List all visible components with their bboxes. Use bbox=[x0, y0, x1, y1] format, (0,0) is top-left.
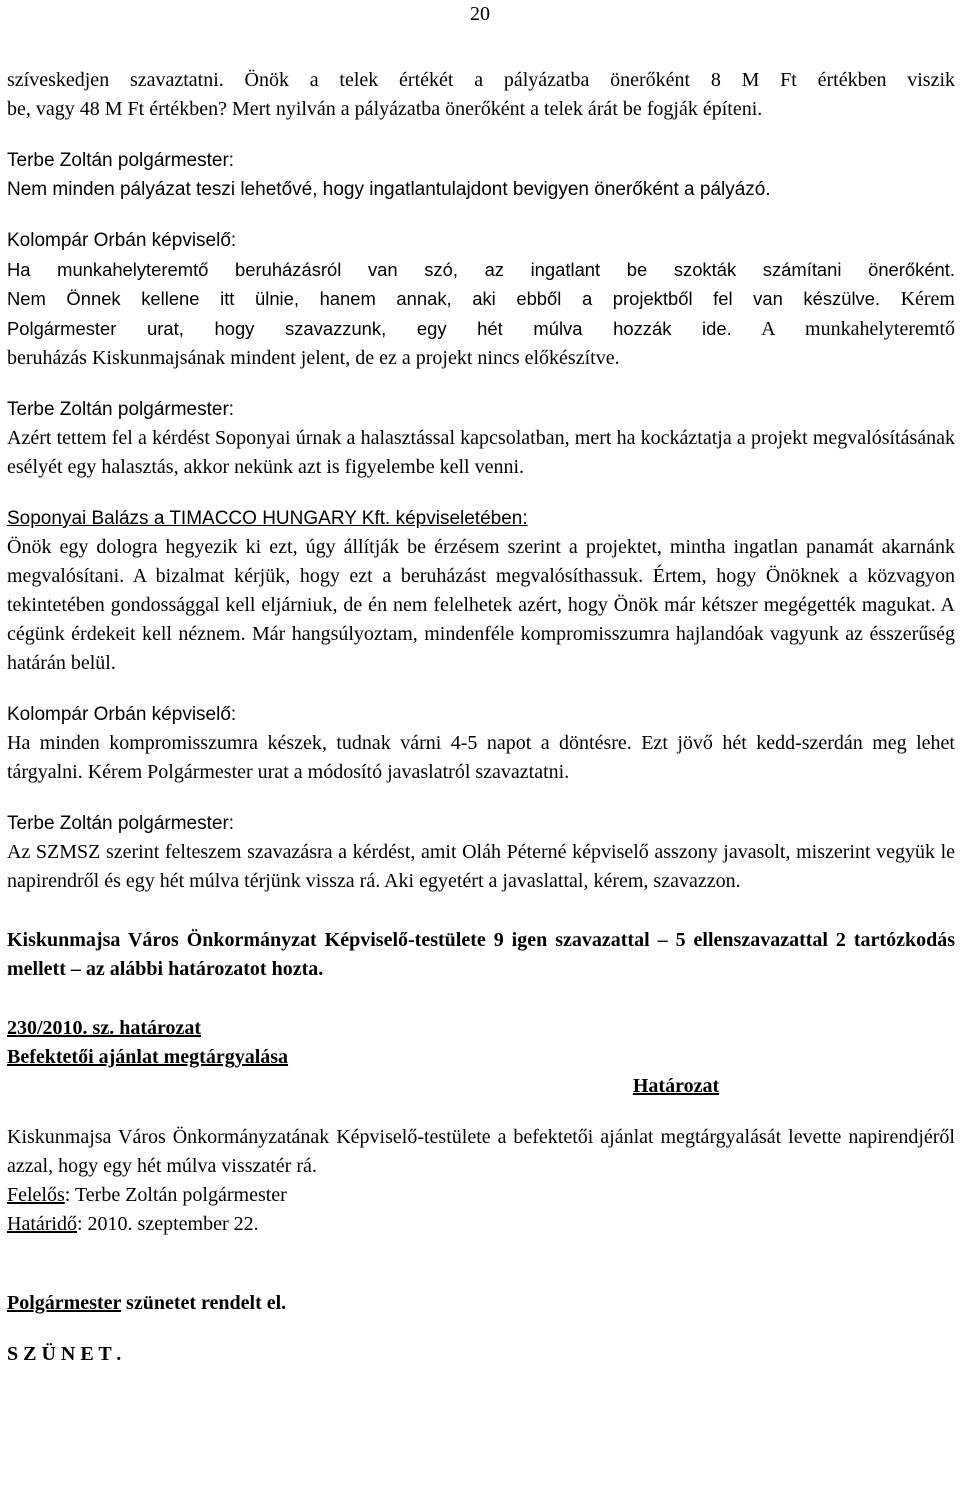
resolution-number: 230/2010. sz. határozat bbox=[7, 1017, 202, 1039]
break-label: S Z Ü N E T . bbox=[7, 1343, 122, 1365]
speech-block-5 bbox=[7, 700, 955, 787]
intro-line-2: be, vagy 48 M Ft értékben? Mert nyilván a pályázatba önerőként a telek árát be fogják építeni. bbox=[7, 98, 763, 120]
speaker-label: Kolompár Orbán képviselő: bbox=[7, 230, 237, 251]
break-text: szünetet rendelt el. bbox=[121, 1292, 287, 1314]
speech-text: Azért tettem fel a kérdést Soponyai úrnak a halasztással kapcsolatban, mert ha kockáztatja a projekt megvalósításának esélyét egy halasztás, akkor nekünk azt is figyelembe kell venni. bbox=[7, 427, 955, 478]
break-announcement bbox=[7, 1289, 955, 1318]
speech-text: Nem Önnek kellene itt ülnie, hanem annak, aki ebből a projektből fel van készülve. bbox=[7, 288, 881, 309]
speaker-label: Terbe Zoltán polgármester: bbox=[7, 399, 235, 420]
speech-block-2 bbox=[7, 226, 955, 373]
speech-text: Az SZMSZ szerint felteszem szavazásra a kérdést, amit Oláh Péterné képviselő asszony javasolt, miszerint vegyük le napirendről és egy hét múlva térjünk vissza rá. Aki egyetért a javaslattal, kérem, szavazzon. bbox=[7, 841, 955, 892]
responsible-line bbox=[7, 1181, 955, 1210]
responsible-value: : Terbe Zoltán polgármester bbox=[64, 1184, 287, 1206]
speech-text: Kérem bbox=[880, 288, 955, 310]
resolution-subject: Befektetői ajánlat megtárgyalása bbox=[7, 1046, 289, 1068]
deadline-line bbox=[7, 1210, 955, 1239]
speech-text: Nem minden pályázat teszi lehetővé, hogy ingatlantulajdont bevigyen önerőként a pályázó. bbox=[7, 179, 771, 200]
speech-text: Önök egy dologra hegyezik ki ezt, úgy állítják be érzésem szerint a projektet, mintha ingatlan panamát akarnánk megvalósítani. A bizalmat kérjük, hogy ezt a beruházást megvalósíthassuk. Értem, hogy Önöknek a közvagyon tekintetében gondossággal kell eljárniuk, de én nem felelhetek azért, hogy Önök már kétszer megégették magukat. A cégünk érdekeit kell néznem. Már hangsúlyoztam, mindenféle kompromisszumra hajlandóak vagyunk az ésszerűség határán belül. bbox=[7, 536, 955, 674]
speech-line: beruházás Kiskunmajsának mindent jelent, de ez a projekt nincs előkészítve. bbox=[7, 347, 620, 369]
deadline-label: Határidő bbox=[7, 1213, 77, 1235]
speech-block-6 bbox=[7, 809, 955, 896]
document-body bbox=[7, 66, 955, 1369]
speech-block-3 bbox=[7, 395, 955, 482]
responsible-label: Felelős bbox=[7, 1184, 65, 1206]
speaker-label: Soponyai Balázs a TIMACCO HUNGARY Kft. képviseletében: bbox=[7, 508, 528, 529]
speech-line bbox=[7, 314, 955, 344]
intro-line-1: szíveskedjen szavaztatni. Önök a telek értékét a pályázatba önerőként 8 M Ft értékben viszik bbox=[7, 69, 955, 91]
speech-block-1 bbox=[7, 146, 955, 204]
break-mayor: Polgármester bbox=[7, 1292, 122, 1314]
speaker-label: Terbe Zoltán polgármester: bbox=[7, 150, 235, 171]
speech-line: Ha munkahelyteremtő beruházásról van szó, az ingatlant be szokták számítani önerőként. bbox=[7, 259, 955, 280]
speech-block-4 bbox=[7, 504, 955, 678]
vote-result: Kiskunmajsa Város Önkormányzat Képviselő-testülete 9 igen szavazattal – 5 ellenszavazattal 2 tartózkodás mellett – az alábbi határozatot hozta. bbox=[7, 929, 955, 980]
resolution-body: Kiskunmajsa Város Önkormányzatának Képviselő-testülete a befektetői ajánlat megtárgyalását levette napirendjéről azzal, hogy egy hét múlva visszatér rá. bbox=[7, 1126, 955, 1177]
speech-text: Ha minden kompromisszumra készek, tudnak várni 4-5 napot a döntésre. Ezt jövő hét kedd-szerdán meg lehet tárgyalni. Kérem Polgármester urat a módosító javaslatról szavaztatni. bbox=[7, 732, 955, 783]
speaker-label: Terbe Zoltán polgármester: bbox=[7, 813, 235, 834]
speech-text: A munkahelyteremtő bbox=[731, 318, 956, 340]
speaker-label: Kolompár Orbán képviselő: bbox=[7, 704, 237, 725]
speech-text: Polgármester urat, hogy szavazzunk, egy hét múlva hozzák ide. bbox=[7, 318, 732, 339]
speech-line bbox=[7, 284, 955, 314]
page-number: 20 bbox=[470, 3, 490, 25]
resolution bbox=[7, 1014, 955, 1239]
deadline-value: : 2010. szeptember 22. bbox=[76, 1213, 259, 1235]
resolution-heading: Határozat bbox=[632, 1075, 720, 1097]
